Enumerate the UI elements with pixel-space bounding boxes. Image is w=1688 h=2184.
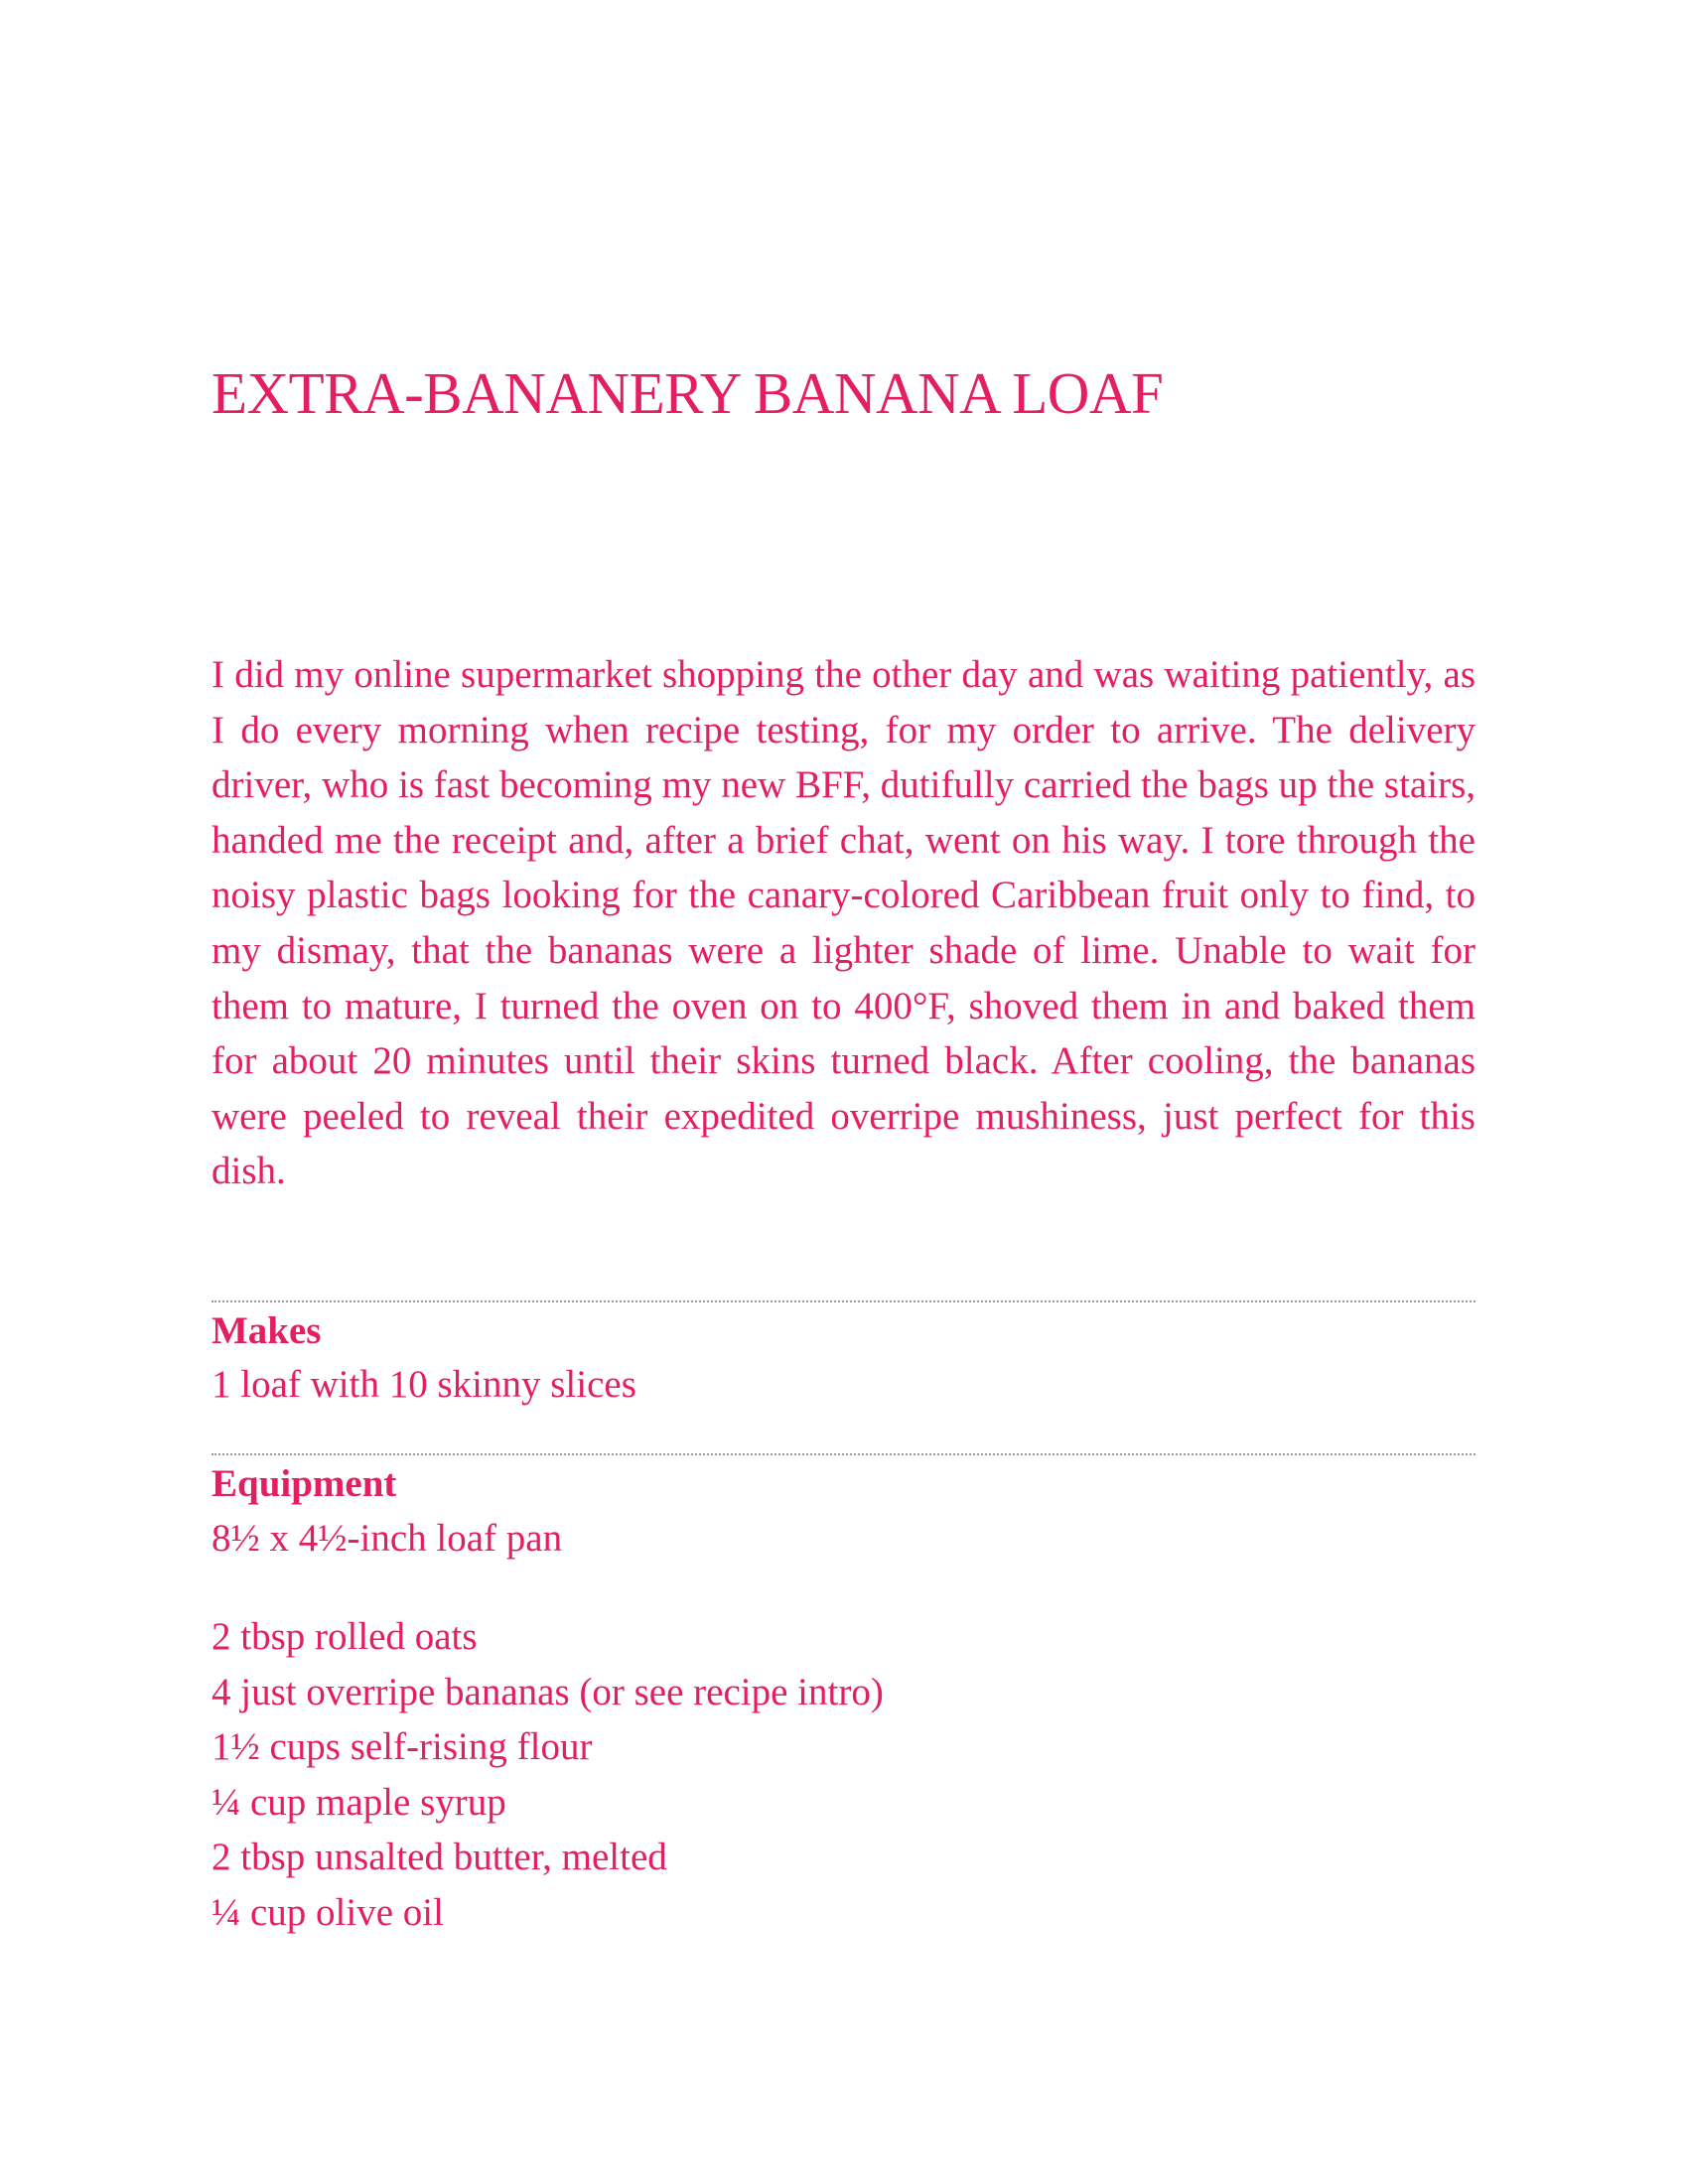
ingredient-list — [211, 1609, 884, 1941]
recipe-page — [211, 0, 1476, 2184]
ingredient-item: ¼ cup maple syrup — [211, 1780, 506, 1824]
recipe-title: EXTRA-BANANERY BANANA LOAF — [211, 360, 1164, 426]
ingredient-item: 1½ cups self-rising flour — [211, 1725, 593, 1769]
equipment-label: Equipment — [211, 1462, 397, 1505]
recipe-intro: I did my online supermarket shopping the other day and was waiting patiently, as I do every morning when recipe testing, for my order to arrive. The delivery driver, who is fast becoming my new BFF, dutifully carried the bags up the stairs, handed me the receipt and, after a brief chat, went on his way. I tore through the noisy plastic bags looking for the canary-colored Caribbean fruit only to find, to my dismay, that the bananas were a lighter shade of lime. Unable to wait for them to mature, I turned the oven on to 400°F, shoved them in and baked them for about 20 minutes until their skins turned black. After cooling, the bananas were peeled to reveal their expedited overripe mushiness, just perfect for this dish. — [211, 653, 1476, 1193]
makes-divider — [211, 1300, 1476, 1302]
makes-label: Makes — [211, 1309, 322, 1352]
makes-value: 1 loaf with 10 skinny slices — [211, 1363, 636, 1406]
equipment-divider — [211, 1453, 1476, 1455]
ingredient-item: 2 tbsp unsalted butter, melted — [211, 1836, 667, 1879]
ingredient-item: 4 just overripe bananas (or see recipe intro) — [211, 1670, 884, 1713]
equipment-value: 8½ x 4½-inch loaf pan — [211, 1517, 563, 1560]
ingredient-item: 2 tbsp rolled oats — [211, 1615, 478, 1658]
ingredient-item: ¼ cup olive oil — [211, 1890, 444, 1934]
